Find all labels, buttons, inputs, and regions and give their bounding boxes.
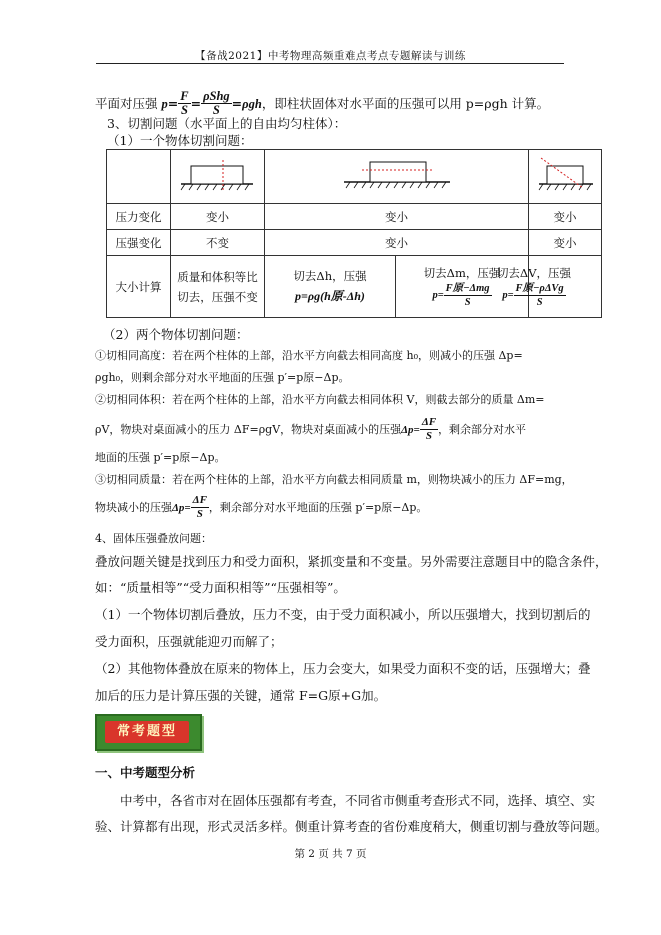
exam-type-badge [95,714,202,751]
diagram-vertical-cut [171,150,265,204]
fraction-f-over-s: $\frac{F}{S}$ [180,89,189,117]
row-label-force: 压力变化 [107,204,171,230]
pressure-change-vertical: 不变 [171,230,265,256]
calc-mass-formula: p= $\frac{\text{F原−Δmg}}{S}$ [432,283,490,308]
force-change-vertical: 变小 [171,204,265,230]
page-header: 【备战2021】中考物理高频重难点考点专题解读与训练 [195,50,466,62]
sub2-title: （2）两个物体切割问题： [103,327,249,342]
pressure-change-horizontal: 变小 [265,230,529,256]
formula-p: p [161,96,168,111]
analysis-p2: 验、计算都有出现，形式灵活多样。侧重计算考查的省份难度稍大，侧重切割与叠放等问题。 [95,819,608,834]
header-divider [96,63,564,64]
calc-volume-formula: p= $\frac{\text{F原−ρΔVg}}{S}$ [502,283,564,308]
calc-cell-volume [496,256,602,318]
formula-eq-3: = [231,95,243,111]
diagram-horizontal-cut [265,150,529,204]
section-4-p2: 如：“质量相等”“受力面积相等”“压强相等”。 [95,580,346,595]
pressure-formula-line [95,90,549,117]
calc-cell-ratio [171,256,265,318]
section-4-p6: 加后的压力是计算压强的关键，通常 F=G原+G加。 [95,688,387,703]
calc-height-line1: 切去Δh，压强 [293,268,367,283]
calc-ratio-line2: 切去，压强不变 [177,289,258,304]
item2-line2: ρV，物块对桌面减小的压力 ΔF=ρgV，物块对桌面减小的压强 Δp= $\frac{\Delta F}{S}$ ，剩余部分对水平 [95,416,527,442]
page-footer: 第 2 页 共 7 页 [294,848,367,860]
pressure-change-diagonal: 变小 [529,230,602,256]
section-4-p1: 叠放问题关键是找到压力和受力面积，紧抓变量和不变量。另外需要注意题目中的隐含条件， [95,554,608,569]
diagram-diagonal-cut [529,150,602,204]
item2-line1: ②切相同体积：若在两个柱体的上部，沿水平方向截去相同体积 V，则截去部分的质量 Δm= [95,393,545,406]
analysis-p1: 中考中，各省市对在固体压强都有考查，不同省市侧重考查形式不同，选择、填空、实 [120,793,596,808]
section-4-title: 4、固体压强叠放问题： [95,532,212,545]
fraction-rhoshg-over-s: $\frac{\text{ρShg}}{S}$ [203,89,230,117]
cut-table [106,149,602,318]
calc-mass-line1: 切去Δm，压强 [423,266,501,280]
row-label-pressure: 压强变化 [107,230,171,256]
section-3-title: 3、切割问题（水平面上的自由均匀柱体）： [107,116,347,131]
section-4-p3: （1）一个物体切割后叠放，压力不变，由于受力面积减小，所以压强增大，找到切割后的 [95,607,591,622]
calc-cell-height [265,256,396,318]
badge-label: 常考题型 [105,721,189,743]
table-corner [107,150,171,204]
item2-line3: 地面的压强 p′=p原−Δp。 [95,451,226,464]
calc-height-formula: p=ρg(h原-Δh) [295,288,365,303]
item3-line1: ③切相同质量：若在两个柱体的上部，沿水平方向截去相同质量 m，则物块减小的压力 ΔF=mg， [95,473,573,486]
item3-line2: 物块减小的压强 Δp= $\frac{\Delta F}{S}$ ，剩余部分对水平地面的压强 p′=p原−Δp。 [95,494,428,520]
section-4-p4: 受力面积，压强就能迎刃而解了； [95,634,283,649]
force-change-horizontal: 变小 [265,204,529,230]
calc-volume-line1: 切去ΔV，压强 [496,266,572,280]
formula-eq: = [167,95,179,111]
calc-ratio-line1: 质量和体积等比 [177,269,258,284]
formula-eq-2: = [190,95,202,111]
item1-line2: ρgh₀，则剩余部分对水平地面的压强 p′=p原−Δp。 [95,371,350,384]
item1-line1: ①切相同高度：若在两个柱体的上部，沿水平方向截去相同高度 h₀，则减小的压强 Δp= [95,349,523,362]
formula-tail: ，即柱状固体对水平面的压强可以用 p=ρgh 计算。 [261,95,550,111]
row-label-calc: 大小计算 [107,256,171,318]
formula-rhogh: ρgh [242,96,262,111]
formula-intro: 平面对压强 [95,95,158,111]
force-change-diagonal: 变小 [529,204,602,230]
section-4-p5: （2）其他物体叠放在原来的物体上，压力会变大，如果受力面积不变的话，压强增大；叠 [95,661,591,676]
analysis-title: 一、中考题型分析 [95,765,196,780]
section-3-sub1: （1）一个物体切割问题： [107,133,253,148]
